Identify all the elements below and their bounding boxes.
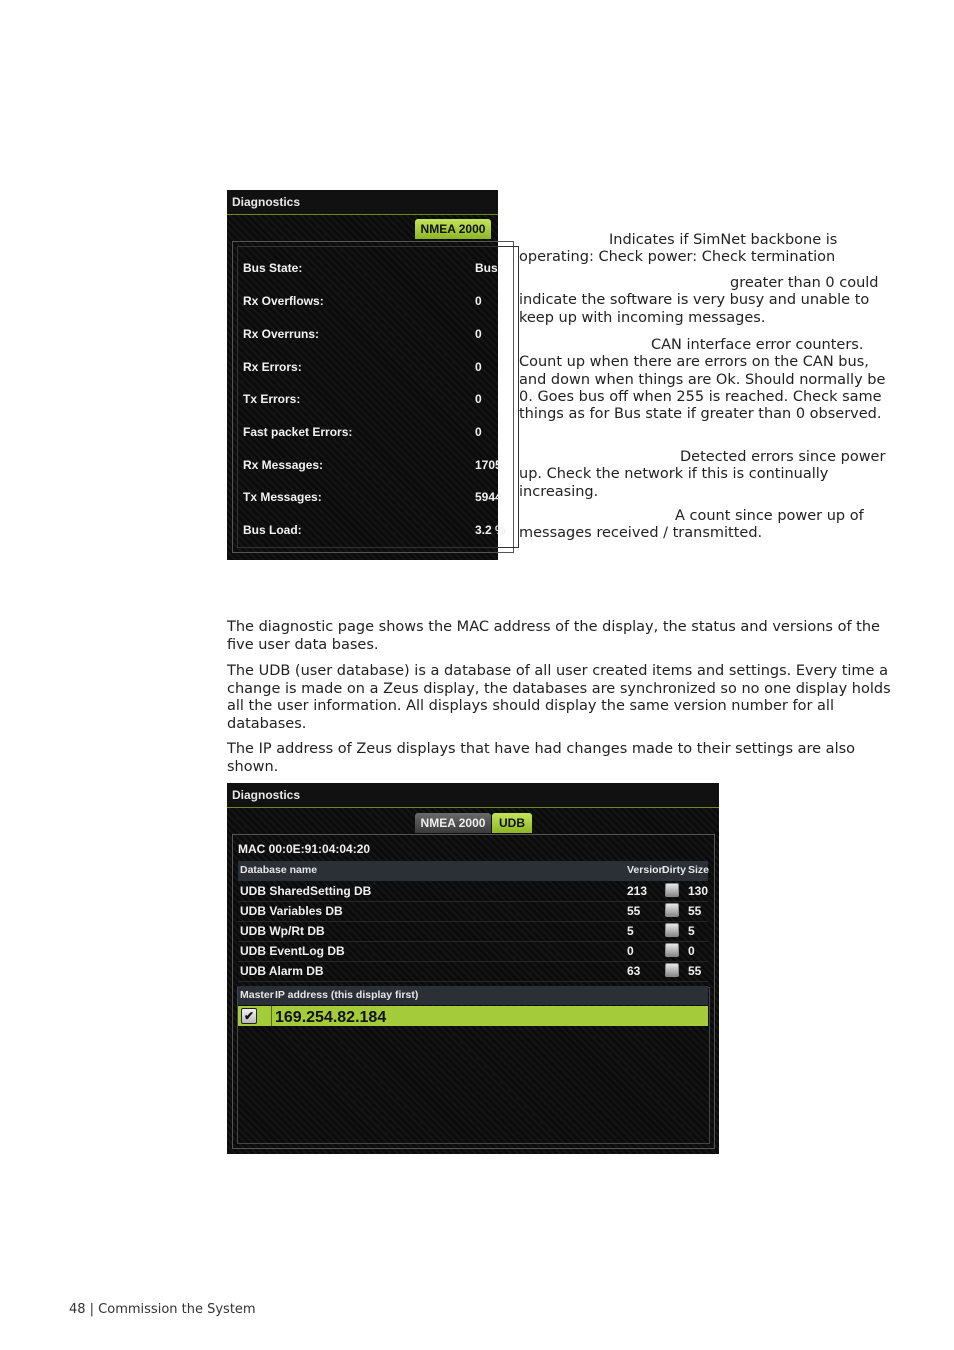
table-row[interactable] <box>238 961 708 982</box>
paragraph-diagnostic-page: The diagnostic page shows the MAC address of the display, the status and versions of the five user data bases. <box>227 619 880 653</box>
fast-packet-errors-label: Fast packet Errors: <box>243 425 353 439</box>
database-size: 55 <box>688 904 702 918</box>
table-row[interactable] <box>238 941 708 962</box>
master-check-icon[interactable]: ✔ <box>241 1008 257 1024</box>
database-name: UDB Wp/Rt DB <box>240 924 325 938</box>
col-version[interactable]: Version <box>627 864 665 876</box>
rx-errors-value: 0 <box>475 360 482 374</box>
paragraph-ip-address: The IP address of Zeus displays that have had changes made to their settings are also shown. <box>227 741 856 775</box>
dirty-checkbox[interactable] <box>665 903 679 917</box>
rx-messages-label: Rx Messages: <box>243 458 324 472</box>
col-dirty[interactable]: Dirty <box>662 864 686 876</box>
tx-messages-value: 5944 <box>475 490 502 504</box>
dirty-checkbox[interactable] <box>665 923 679 937</box>
nmea-diagnostics-screenshot <box>227 190 506 560</box>
database-version: 63 <box>627 964 641 978</box>
ip-table-header <box>238 986 708 1005</box>
tab-nmea2000[interactable]: NMEA 2000 <box>415 219 491 239</box>
rx-overflows-value: 0 <box>475 294 482 308</box>
udb-diagnostics-screenshot <box>227 783 719 1154</box>
tx-messages-label: Tx Messages: <box>243 490 322 504</box>
rx-overruns-label: Rx Overruns: <box>243 327 320 341</box>
fast-packet-description: Detected errors since power up. Check the network if this is continually increasing. <box>519 449 886 500</box>
rx-errors-label: Rx Errors: <box>243 360 302 374</box>
table-row[interactable] <box>238 921 708 942</box>
database-name: UDB Variables DB <box>240 904 343 918</box>
database-version: 55 <box>627 904 641 918</box>
table-row[interactable] <box>238 881 708 902</box>
ip-row[interactable] <box>238 1006 708 1026</box>
database-size: 0 <box>688 944 695 958</box>
overflow-description: greater than 0 could indicate the software is very busy and unable to keep up with incoming messages. <box>519 275 879 326</box>
database-size: 55 <box>688 964 702 978</box>
error-counters-description: CAN interface error counters. Count up when there are errors on the CAN bus, and down when things are Ok. Should normally be 0. Goes bus off when 255 is reached. Check same things as for Bus state if greater than 0 observed. <box>519 337 886 423</box>
database-name: UDB EventLog DB <box>240 944 345 958</box>
bus-state-description: Indicates if SimNet backbone is operating: Check power: Check termination <box>519 232 838 266</box>
rx-messages-value: 1705 <box>475 458 502 472</box>
col-master[interactable]: Master <box>240 989 274 1001</box>
col-ip-address[interactable]: IP address (this display first) <box>275 989 419 1001</box>
page-footer: 48 | Commission the System <box>69 1302 256 1317</box>
database-name: UDB Alarm DB <box>240 964 324 978</box>
col-size[interactable]: Size <box>688 864 710 876</box>
dirty-checkbox[interactable] <box>665 883 679 897</box>
table-row[interactable] <box>238 901 708 922</box>
mac-address: MAC 00:0E:91:04:04:20 <box>238 842 371 856</box>
panel-title: Diagnostics <box>227 783 719 808</box>
udb-table-header <box>238 861 708 881</box>
col-database-name[interactable]: Database name <box>240 864 318 876</box>
database-name: UDB SharedSetting DB <box>240 884 372 898</box>
dirty-checkbox[interactable] <box>665 943 679 957</box>
messages-description: A count since power up of messages received / transmitted. <box>519 508 864 542</box>
database-version: 0 <box>627 944 634 958</box>
paragraph-udb: The UDB (user database) is a database of all user created items and settings. Every time a change is made on a Zeus display, the databases are synchronized so no one display holds all the user information. All displays should display the same version number for all databases. <box>227 663 891 732</box>
tab-nmea2000[interactable]: NMEA 2000 <box>415 813 491 833</box>
ip-row-divider <box>271 1006 272 1026</box>
database-size: 130 <box>688 884 709 898</box>
ip-address: 169.254.82.184 <box>275 1009 387 1026</box>
tab-udb[interactable]: UDB <box>492 813 532 833</box>
bus-load-value: 3.2 % <box>475 523 506 537</box>
bus-state-label: Bus State: <box>243 261 303 275</box>
fast-packet-errors-value: 0 <box>475 425 482 439</box>
dirty-checkbox[interactable] <box>665 963 679 977</box>
panel-title: Diagnostics <box>227 190 498 215</box>
database-size: 5 <box>688 924 695 938</box>
database-version: 5 <box>627 924 634 938</box>
rx-overruns-value: 0 <box>475 327 482 341</box>
database-version: 213 <box>627 884 648 898</box>
tx-errors-label: Tx Errors: <box>243 392 301 406</box>
rx-overflows-label: Rx Overflows: <box>243 294 324 308</box>
bus-load-label: Bus Load: <box>243 523 302 537</box>
tx-errors-value: 0 <box>475 392 482 406</box>
bus-state-value: Bus <box>475 261 498 275</box>
